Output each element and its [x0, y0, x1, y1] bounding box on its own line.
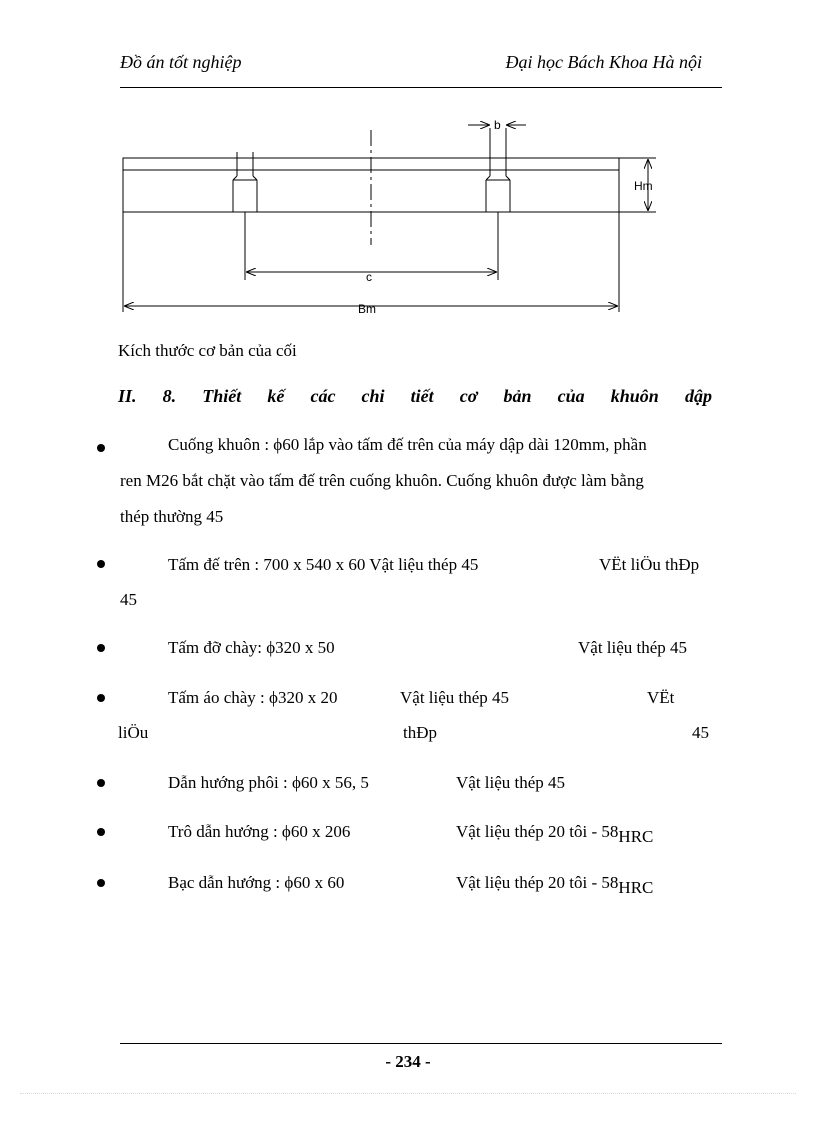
item-4-material: Vật liệu thép 45 [400, 688, 510, 707]
item-5-text: Dẫn hướng phôi : ϕ60 x 56, 5 [168, 773, 369, 792]
item-4-text: Tấm áo chày : ϕ320 x 20 [168, 688, 338, 707]
label-c: c [366, 270, 372, 284]
item-6-text: Trô dẫn hướng : ϕ60 x 206 [168, 822, 351, 841]
header-right: Đại học Bách Khoa Hà nội [505, 52, 702, 72]
bullet-icon [97, 879, 105, 887]
bullet-icon [97, 444, 105, 452]
heading-word: tiết [410, 386, 434, 406]
left-hole [233, 152, 257, 280]
item-1-line-1: Cuống khuôn : ϕ60 lắp vào tấm đế trên của máy dập dài 120mm, phần [168, 435, 647, 454]
item-4-garbled-1: VËt [647, 688, 675, 707]
label-b: b [494, 118, 501, 132]
heading-word: II. [118, 386, 137, 406]
item-6-material [456, 822, 653, 847]
item-7-text: Bạc dẫn hướng : ϕ60 x 60 [168, 873, 345, 892]
heading-word: kế [267, 386, 285, 406]
heading-word: các [310, 386, 336, 406]
footer-rule [120, 1043, 722, 1044]
item-4-garbled-3: thÐp [403, 723, 437, 742]
heading-word: dập [684, 386, 712, 406]
heading-word: 8. [162, 386, 177, 406]
die-dimension-drawing [0, 0, 816, 340]
heading-word: cơ [459, 386, 478, 406]
heading-word: chi [361, 386, 385, 406]
item-1-line-3: thép thường 45 [120, 507, 224, 526]
item-6-material-text: Vật liệu thép 20 tôi - 58 [456, 822, 619, 841]
bullet-icon [97, 779, 105, 787]
item-7-material-text: Vật liệu thép 20 tôi - 58 [456, 873, 619, 892]
page-number: - 234 - [385, 1052, 431, 1071]
bullet-icon [97, 560, 105, 568]
item-3-text: Tấm đỡ chày: ϕ320 x 50 [168, 638, 335, 657]
item-4-garbled-4: 45 [692, 723, 709, 742]
bullet-icon [97, 828, 105, 836]
item-3-material: Vật liệu thép 45 [578, 638, 688, 657]
item-6-subscript: HRC [618, 827, 654, 846]
heading-word: Thiết [202, 386, 242, 406]
heading-word: của [557, 386, 585, 406]
item-2-garbled: VËt liÖu thÐp [599, 555, 700, 574]
item-1-line-2: ren M26 bắt chặt vào tấm đế trên cuống khuôn. Cuống khuôn được làm bằng [120, 471, 644, 490]
header-left: Đồ án tốt nghiệp [120, 52, 242, 72]
item-2-cont: 45 [120, 590, 137, 609]
section-heading [118, 386, 712, 407]
item-4-garbled-2: liÖu [118, 723, 149, 742]
bullet-icon [97, 694, 105, 702]
heading-word: khuôn [610, 386, 659, 406]
item-5-material: Vật liệu thép 45 [456, 773, 566, 792]
right-hole [486, 128, 510, 280]
item-2-text: Tấm đế trên : 700 x 540 x 60 Vật liệu thép 45 [168, 555, 479, 574]
label-hm: Hm [634, 179, 653, 193]
item-7-subscript: HRC [618, 878, 654, 897]
heading-word: bản [503, 386, 532, 406]
item-7-material [456, 873, 653, 898]
page-edge-dots [20, 1093, 796, 1094]
figure-caption: Kích thước cơ bản của cối [118, 341, 297, 360]
label-bm: Bm [358, 302, 376, 316]
bullet-icon [97, 644, 105, 652]
